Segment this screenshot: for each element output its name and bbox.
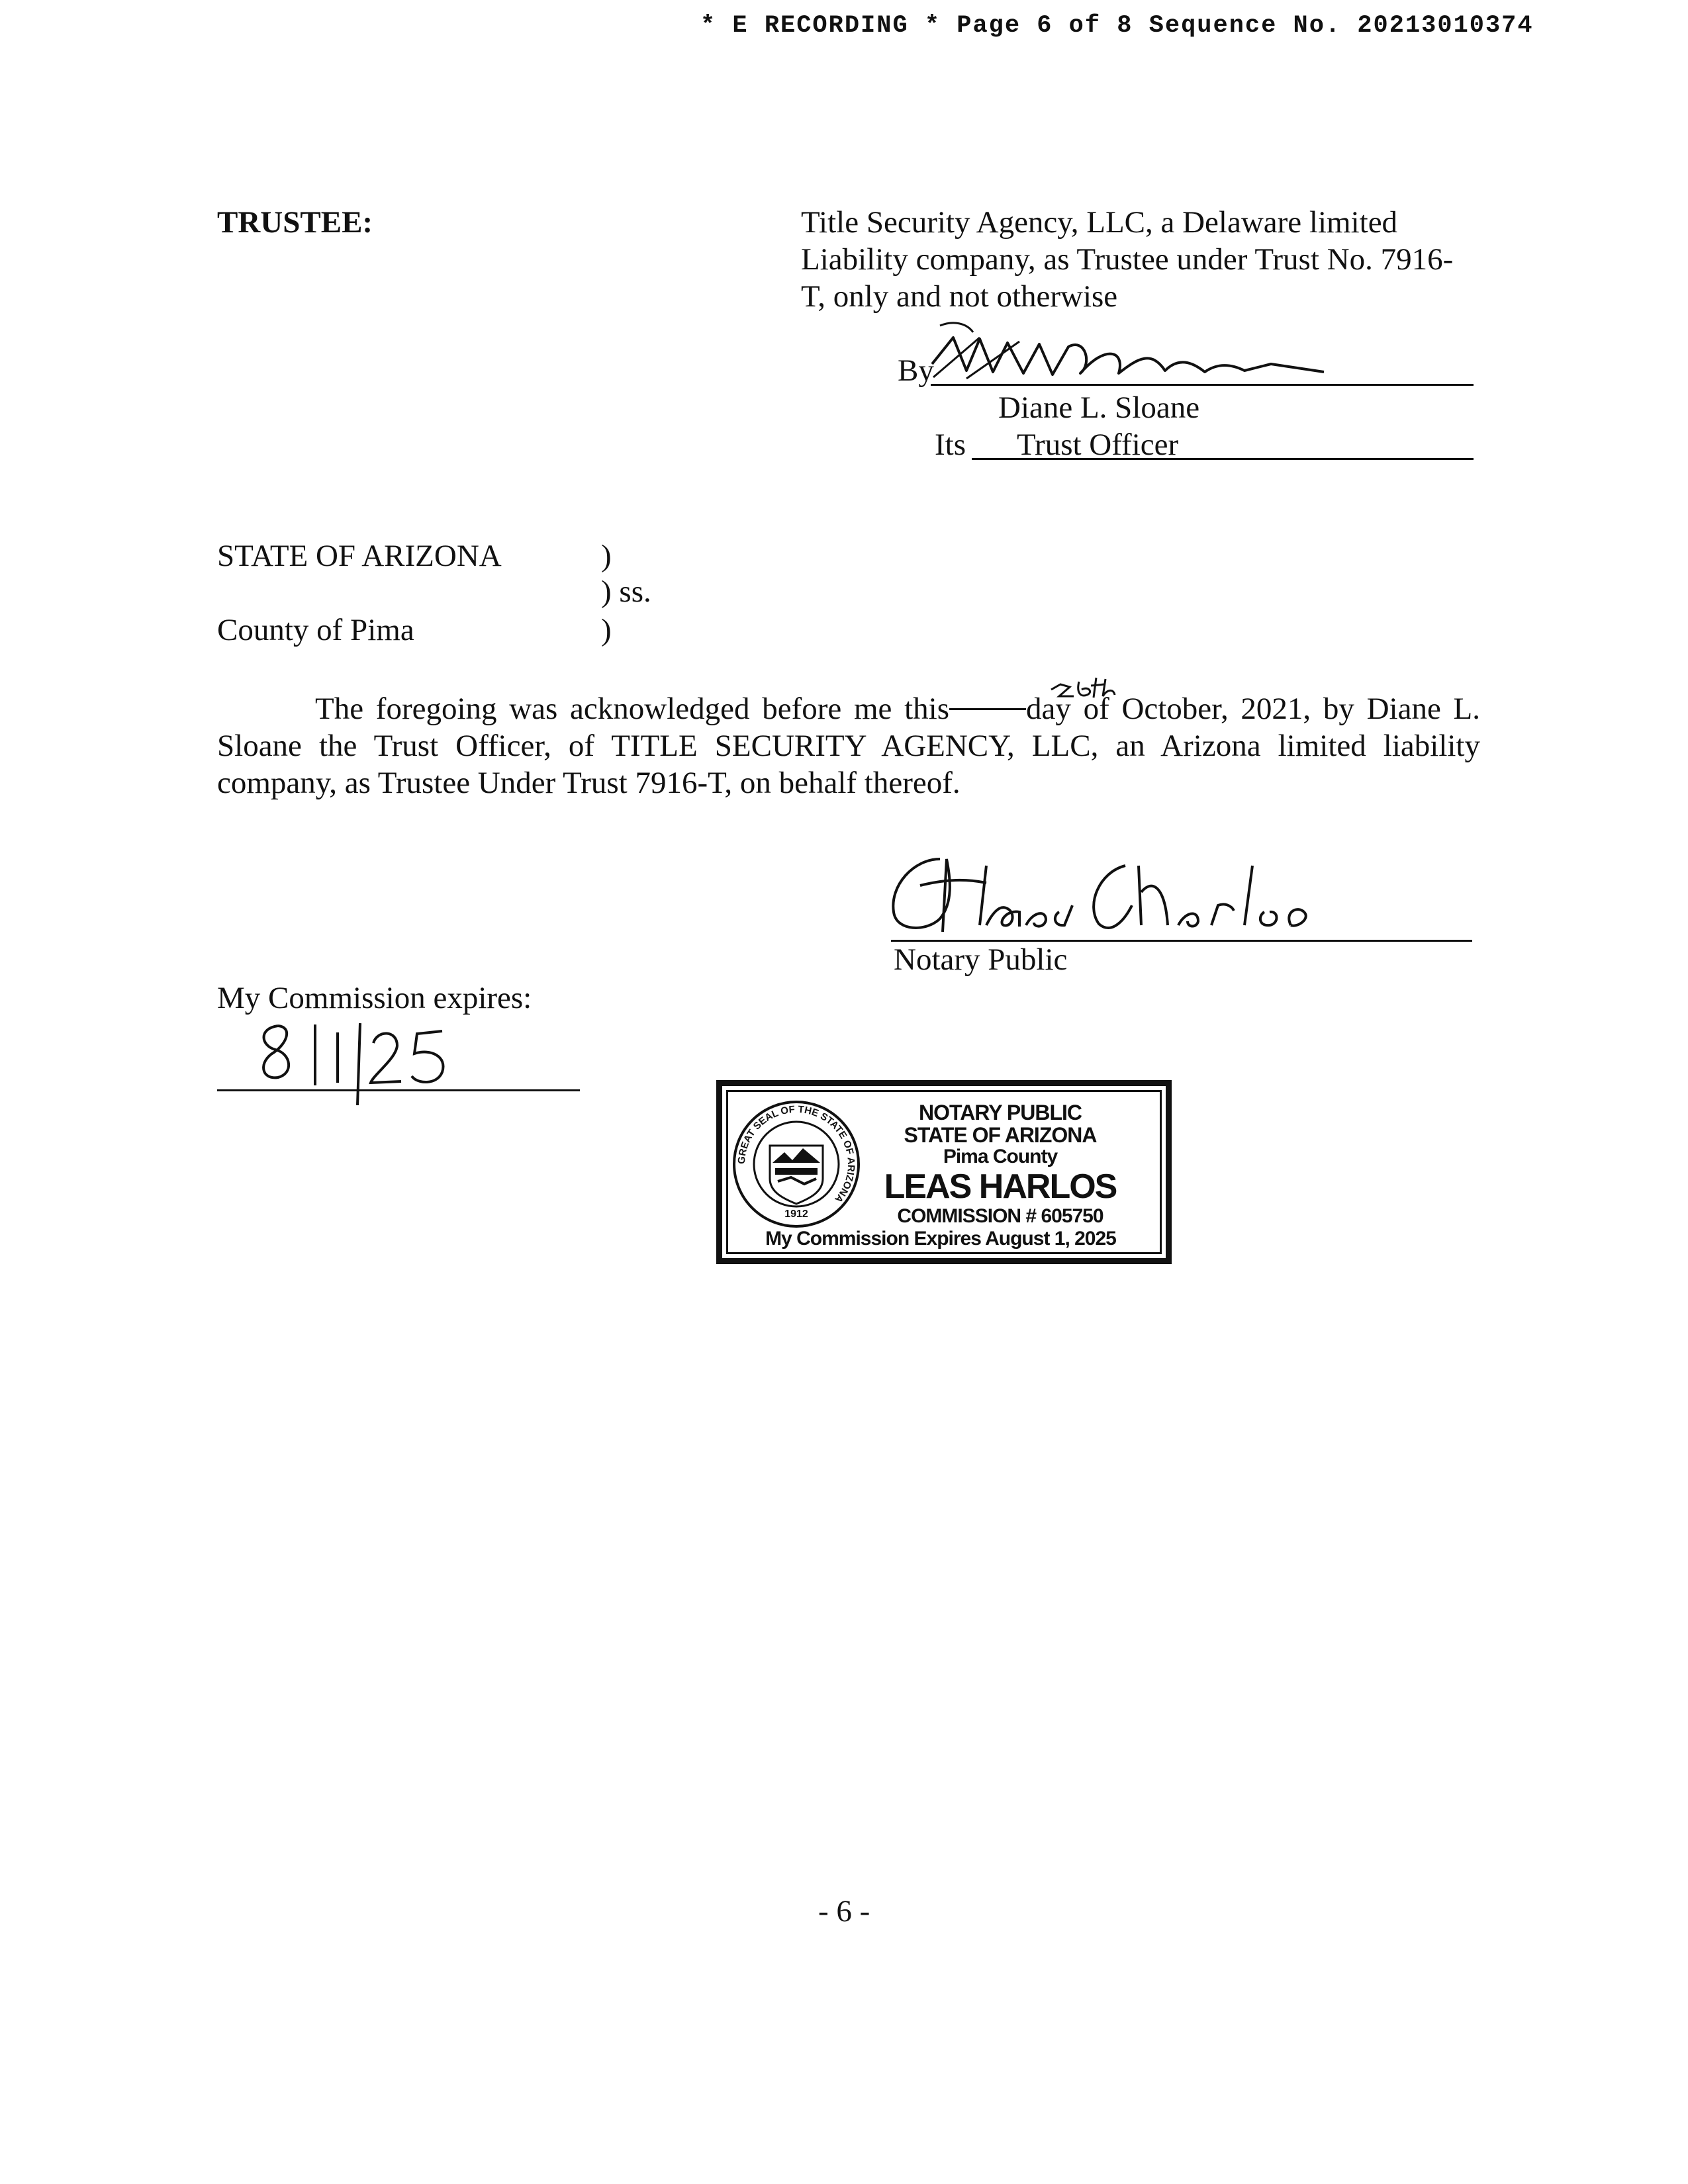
- signature-line: [931, 384, 1474, 386]
- stamp-notary-name: LEAS HARLOS: [884, 1167, 1117, 1206]
- trustee-entity-line: T, only and not otherwise: [801, 279, 1118, 314]
- recording-header: * E RECORDING * Page 6 of 8 Sequence No. 20213010374: [700, 12, 1534, 40]
- stamp-state: STATE OF ARIZONA: [904, 1123, 1097, 1147]
- stamp-expiration: My Commission Expires August 1, 2025: [765, 1228, 1116, 1250]
- title-line: [972, 458, 1474, 460]
- seal-ring-text: GREAT SEAL OF THE STATE OF ARIZONA: [735, 1103, 857, 1205]
- commission-date-handwriting: [252, 1019, 477, 1105]
- venue-paren: ): [601, 613, 612, 647]
- stamp-title: NOTARY PUBLIC: [919, 1101, 1082, 1124]
- acknowledgment-paragraph: [217, 684, 1480, 801]
- trustee-entity-line: Title Security Agency, LLC, a Delaware limited: [801, 205, 1398, 240]
- day-blank: [949, 684, 1026, 710]
- its-value: Trust Officer: [1017, 428, 1179, 462]
- seal-year: 1912: [784, 1208, 808, 1220]
- trustee-heading: TRUSTEE:: [217, 205, 373, 240]
- county-label: County of Pima: [217, 613, 414, 647]
- notary-signature: [887, 839, 1456, 938]
- commission-expires-label: My Commission expires:: [217, 981, 532, 1015]
- its-label: Its: [935, 428, 966, 462]
- venue-paren: ): [601, 539, 612, 573]
- stamp-county: Pima County: [943, 1146, 1058, 1167]
- signer-name: Diane L. Sloane: [998, 390, 1200, 425]
- trustee-entity-block: [801, 204, 1463, 315]
- page-number: - 6 -: [818, 1894, 870, 1929]
- arizona-seal-icon: [731, 1099, 861, 1229]
- ack-text-part2: day of October, 2021, by Diane L. Sloane the Trust Officer, of TITLE SECURITY AGENCY, LLC, an Arizona limited liability company, as Trustee Under Trust 7916-T, on behalf thereof.: [217, 692, 1480, 800]
- day-handwriting: [1047, 670, 1124, 707]
- ack-text-part1: The foregoing was acknowledged before me this: [315, 692, 949, 726]
- stamp-commission-number: COMMISSION # 605750: [897, 1205, 1103, 1227]
- trustee-signature: [927, 318, 1470, 390]
- by-label: By: [898, 353, 934, 388]
- notary-stamp: [716, 1080, 1172, 1264]
- ss-label: ) ss.: [601, 574, 651, 609]
- trustee-entity-line: Liability company, as Trustee under Trust No. 7916-: [801, 242, 1454, 277]
- commission-date-line: [217, 1089, 580, 1091]
- state-label: STATE OF ARIZONA: [217, 539, 502, 573]
- notary-public-label: Notary Public: [894, 942, 1068, 977]
